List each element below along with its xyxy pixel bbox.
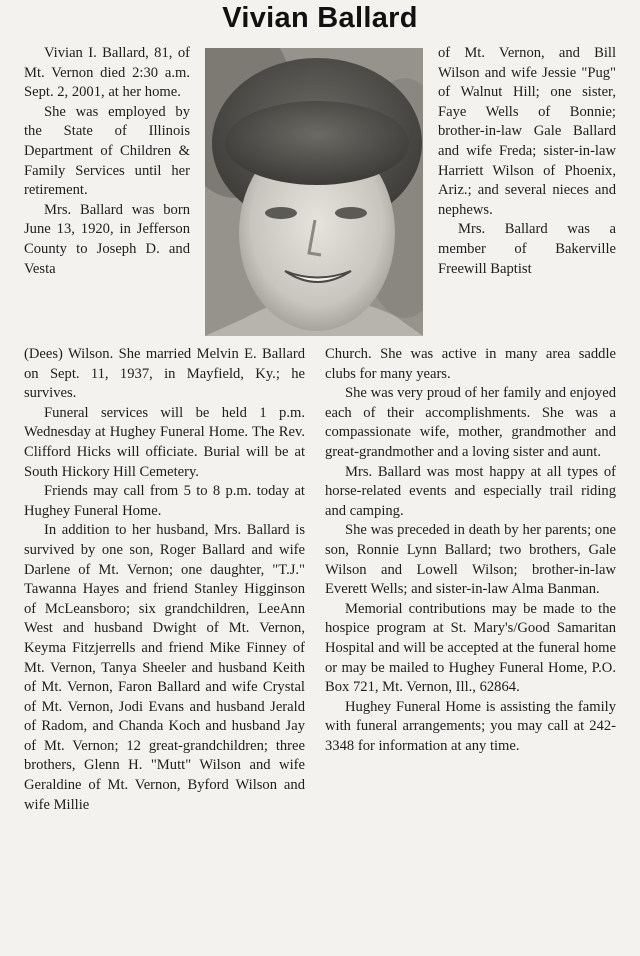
paragraph: Friends may call from 5 to 8 p.m. today at Hughey Funeral Home. [24,483,305,519]
paragraph: She was very proud of her family and enjoyed each of their accomplishments. She was a compassionate wife, mother, grandmother and great-grandmother and a loving sister and aunt. [325,385,616,460]
paragraph: She was employed by the State of Illinois Department of Children & Family Services until her retirement. [24,103,190,199]
portrait-image [205,48,423,336]
portrait-photo [205,48,423,336]
right-column-bottom [325,345,616,756]
paragraph: Mrs. Ballard was most happy at all types of horse-related events and especially trail riding and camping. [325,463,616,519]
paragraph: In addition to her husband, Mrs. Ballard is survived by one son, Roger Ballard and wife Darlene of Mt. Vernon; one daughter, "T.J." Tawanna Hayes and friend Stanley Higginson of McLeansboro; six grandchildren, LeeAnn West and husband Dwight of Mt. Vernon, Keyma Fitzjerrells and friend Mike Finney of Mt. Vernon, Tanya Sheeler and husband Keith of Mt. Vernon, Faron Ballard and wife Crystal of Mt. Vernon, Jodi Evans and husband Jerald of Radom, and Chanda Koch and husband Jay of Mt. Vernon; 12 great-grandchildren; three brothers, Glenn H. "Mutt" Wilson and wife Geraldine of Mt. Vernon, Byford Wilson and wife Millie [24,522,305,813]
paragraph: (Dees) Wilson. She married Melvin E. Ballard on Sept. 11, 1937, in Mayfield, Ky.; he survives. [24,346,305,402]
paragraph: Funeral services will be held 1 p.m. Wednesday at Hughey Funeral Home. The Rev. Clifford Hicks will officiate. Burial will be at South Hickory Hill Cemetery. [24,404,305,480]
paragraph: She was preceded in death by her parents; one son, Ronnie Lynn Ballard; two brothers, Gale Wilson and Lowell Wilson; brother-in-law Everett Wells; and sister-in-law Alma Banman. [325,522,616,598]
left-column-bottom [24,345,305,815]
paragraph: Hughey Funeral Home is assisting the family with funeral arrangements; you may call at 242-3348 for information at any time. [325,698,616,754]
paragraph: of Mt. Vernon, and Bill Wilson and wife Jessie "Pug" of Walnut Hill; one sister, Faye Wells of Bonnie; brother-in-law Gale Ballard and wife Freda; sister-in-law Harriett Wilson of Phoenix, Ariz.; and several nieces and nephews. [438,45,616,218]
right-column-top [438,44,616,279]
headline: Vivian Ballard [222,2,418,34]
paragraph: Memorial contributions may be made to the hospice program at St. Mary's/Good Samaritan Hospital and will be accepted at the funeral home or may be mailed to Hughey Funeral Home, P.O. Box 721, Mt. Vernon, Ill., 62864. [325,600,616,696]
paragraph: Mrs. Ballard was a member of Bakerville Freewill Baptist [438,221,616,277]
left-column-top [24,44,190,279]
paragraph: Church. She was active in many area saddle clubs for many years. [325,346,616,382]
paragraph: Mrs. Ballard was born June 13, 1920, in Jefferson County to Joseph D. and Vesta [24,201,190,277]
paragraph: Vivian I. Ballard, 81, of Mt. Vernon died 2:30 a.m. Sept. 2, 2001, at her home. [24,45,190,101]
